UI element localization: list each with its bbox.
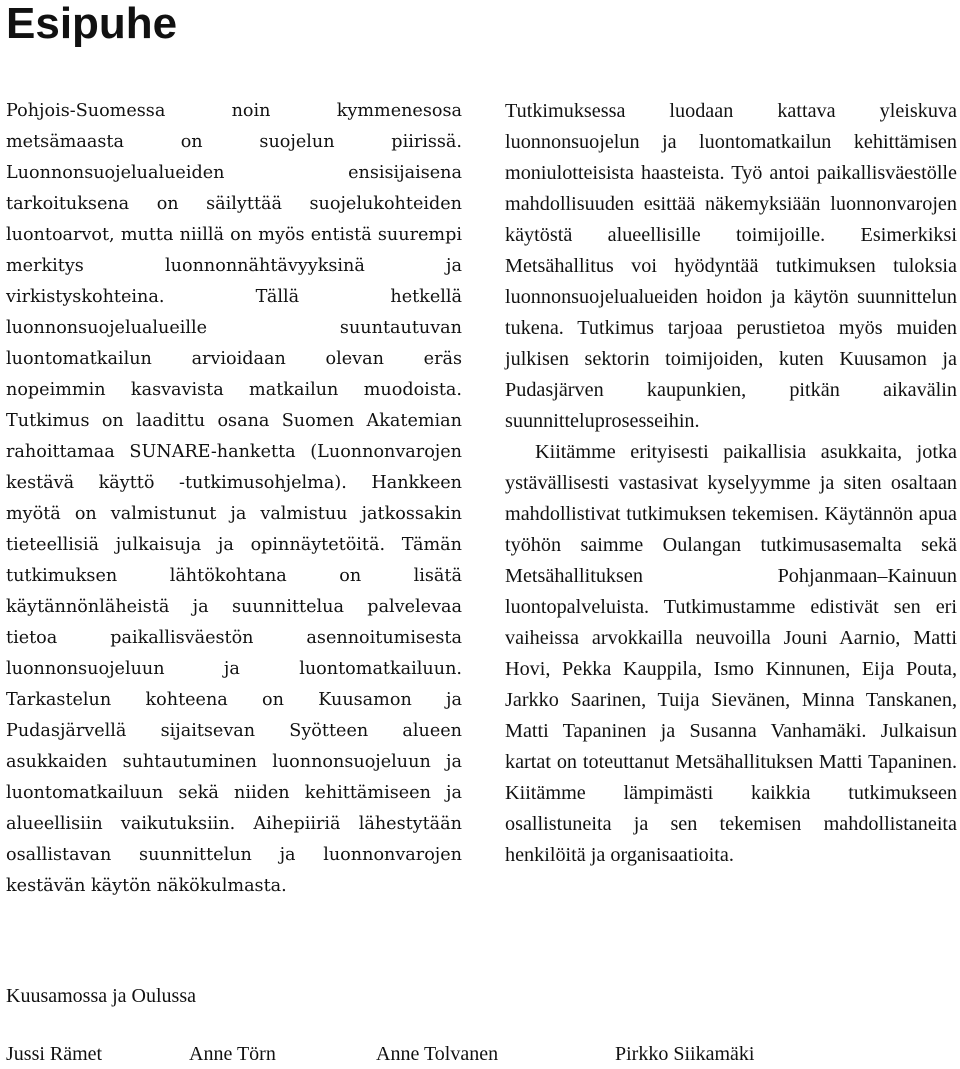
signature-name: Jussi Rämet — [6, 1043, 103, 1065]
left-column — [6, 96, 462, 902]
signatures — [6, 1040, 906, 1068]
signature-name: Anne Tolvanen — [376, 1043, 499, 1065]
page-title: Esipuhe — [6, 0, 178, 48]
signature-name: Anne Törn — [189, 1043, 276, 1065]
right-column — [505, 96, 957, 871]
right-paragraph: Tutkimuksessa luodaan kattava yleiskuva luonnonsuojelun ja luontomatkailun kehittämisen moniulotteisista haasteista. Työ antoi paikallisväestölle mahdollisuuden esittää näkemyksiään luonnonvarojen käytöstä alueellisille toimijoille. Esimerkiksi Metsähallitus voi hyödyntää tutkimuksen tuloksia luonnonsuojelualueiden hoidon ja käytön suunnittelun tukena. Tutkimus tarjoaa perustietoa myös muiden julkisen sektorin toimijoiden, kuten Kuusamon ja Pudasjärven kaupunkien, pitkän aikavälin suunnitteluprosesseihin. — [505, 100, 957, 432]
left-paragraph: Pohjois-Suomessa noin kymmenesosa metsämaasta on suojelun piirissä. Luonnonsuojelualueiden ensisijaisena tarkoituksena on säilyttää suojelukohteiden luontoarvot, mutta niillä on myös entistä suurempi merkitys luonnonnähtävyyksinä ja virkistyskohteina. Tällä hetkellä luonnonsuojelualueille suuntautuvan luontomatkailun arvioidaan olevan eräs nopeimmin kasvavista matkailun muodoista. Tutkimus on laadittu osana Suomen Akatemian rahoittamaa SUNARE-hanketta (Luonnonvarojen kestävä käyttö -tutkimusohjelma). Hankkeen myötä on valmistunut ja valmistuu jatkossakin tieteellisiä julkaisuja ja opinnäytetöitä. Tämän tutkimuksen lähtökohtana on lisätä käytännönläheistä ja suunnittelua palvelevaa tietoa paikallisväestön asennoitumisesta luonnonsuojeluun ja luontomatkailuun. Tarkastelun kohteena on Kuusamon ja Pudasjärvellä sijaitsevan Syötteen alueen asukkaiden suhtautuminen luonnonsuojeluun ja luontomatkailuun sekä niiden kehittämiseen ja alueellisiin vaikutuksiin. Aihepiiriä lähestytään osallistavan suunnittelun ja luonnonvarojen kestävän käytön näkökulmasta. — [6, 101, 462, 896]
signature-name: Pirkko Siikamäki — [615, 1043, 755, 1065]
right-paragraph: Kiitämme erityisesti paikallisia asukkaita, jotka ystävällisesti vastasivat kyselyymme ja siten osaltaan mahdollistivat tutkimuksen tekemisen. Käytännön apua työhön saimme Oulangan tutkimusasemalta sekä Metsähallituksen Pohjanmaan–Kainuun luontopalveluista. Tutkimustamme edistivät sen eri vaiheissa arvokkailla neuvoilla Jouni Aarnio, Matti Hovi, Pekka Kauppila, Ismo Kinnunen, Eija Pouta, Jarkko Saarinen, Tuija Sievänen, Minna Tanskanen, Matti Tapaninen ja Susanna Vanhamäki. Julkaisun kartat on toteuttanut Metsähallituksen Matti Tapaninen. Kiitämme lämpimästi kaikkia tutkimukseen osallistuneita ja sen tekemisen mahdollistaneita henkilöitä ja organisaatioita. — [505, 441, 957, 866]
closing-place: Kuusamossa ja Oulussa — [6, 985, 196, 1007]
